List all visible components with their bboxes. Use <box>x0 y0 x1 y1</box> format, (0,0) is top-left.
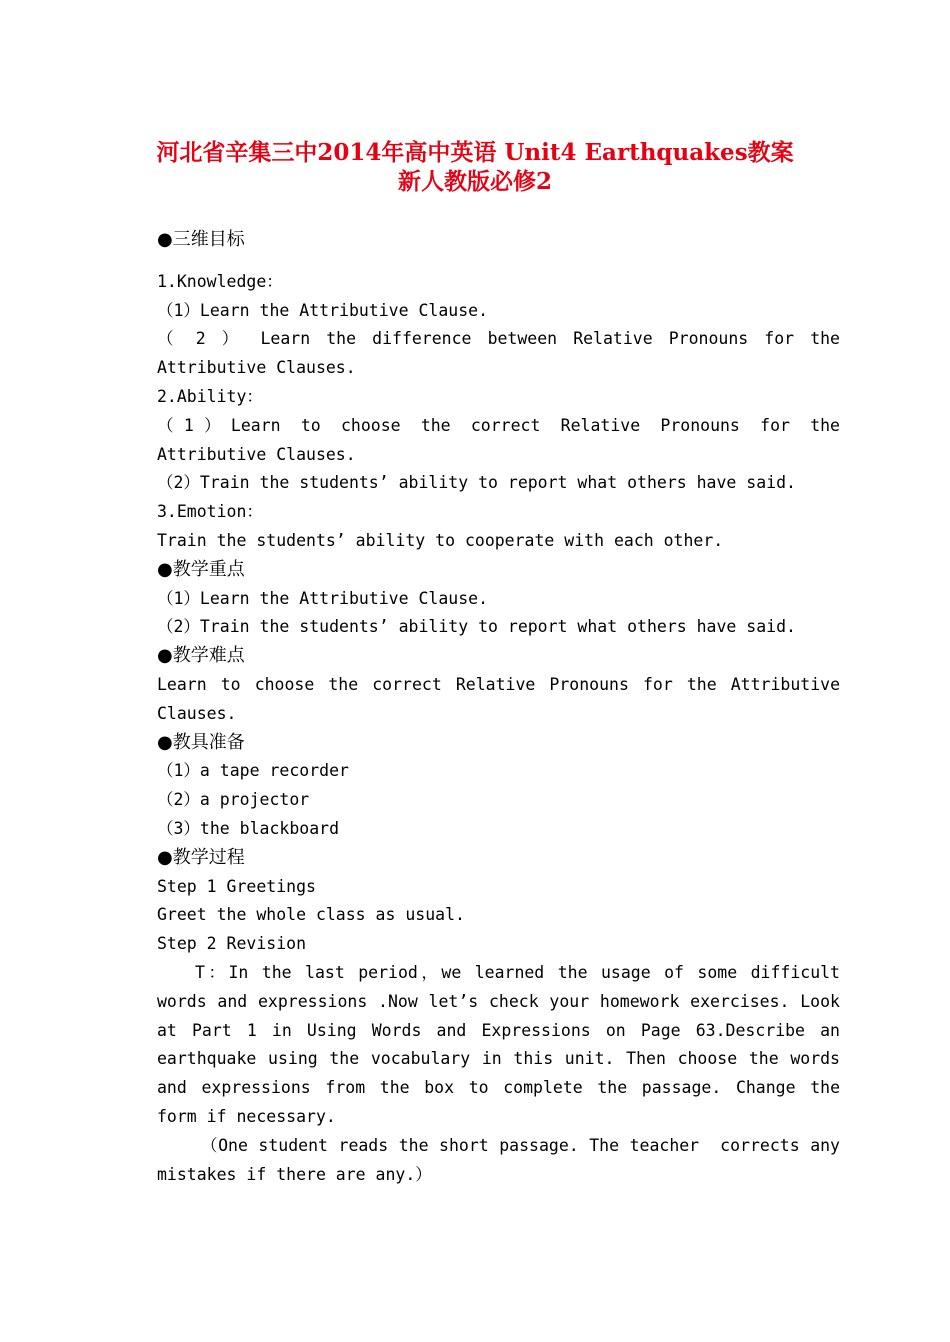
step-1-text: Greet the whole class as usual. <box>157 905 465 925</box>
goals-heading: ●三维目标 <box>157 229 245 250</box>
step-2-paragraph-2: （One student reads the short passage. The teacher corrects any mistakes if there are any.） <box>157 1135 850 1184</box>
teaching-aid-2: （2）a projector <box>157 790 310 810</box>
step-1-title: Step 1 Greetings <box>157 876 316 896</box>
teaching-aids-heading: ●教具准备 <box>157 731 245 753</box>
key-points-heading: ●教学重点 <box>157 558 245 580</box>
document-body <box>157 226 850 1189</box>
step-2-title: Step 2 Revision <box>157 934 307 954</box>
knowledge-label: 1.Knowledge： <box>157 271 283 291</box>
emotion-label: 3.Emotion： <box>157 502 263 522</box>
difficult-points-heading: ●教学难点 <box>157 645 245 667</box>
title-line-1: 河北省辛集三中2014年高中英语 Unit4 Earthquakes教案 <box>156 139 794 166</box>
ability-item-2: （2）Train the students’ ability to report what others have said. <box>157 473 796 493</box>
document-title <box>100 138 850 196</box>
teaching-process-heading: ●教学过程 <box>157 846 245 868</box>
ability-label: 2.Ability： <box>157 386 263 406</box>
knowledge-item-2: （ 2 ） Learn the difference between Relative Pronouns for the Attributive Clauses. <box>157 329 850 378</box>
knowledge-item-1: （1）Learn the Attributive Clause. <box>157 300 489 320</box>
title-line-2: 新人教版必修2 <box>397 168 552 195</box>
spacer <box>157 255 840 268</box>
key-point-2: （2）Train the students’ ability to report what others have said. <box>157 617 796 637</box>
emotion-item-1: Train the students’ ability to cooperate with each other. <box>157 530 724 550</box>
teaching-aid-1: （1）a tape recorder <box>157 761 349 781</box>
difficult-point-1: Learn to choose the correct Relative Pronouns for the Attributive Clauses. <box>157 674 850 723</box>
step-2-paragraph-1: T：In the last period，we learned the usage of some difficult words and expressions .Now let’s check your homework exercises. Look at Part 1 in Using Words and Expressions on Page 63.Describe an earthquake using the vocabulary in this unit. Then choose the words and expressions from the box to complete the passage. Change the form if necessary. <box>157 962 850 1126</box>
key-point-1: （1）Learn the Attributive Clause. <box>157 588 489 608</box>
teaching-aid-3: （3）the blackboard <box>157 818 340 838</box>
ability-item-1: （1）Learn to choose the correct Relative Pronouns for the Attributive Clauses. <box>157 415 850 464</box>
